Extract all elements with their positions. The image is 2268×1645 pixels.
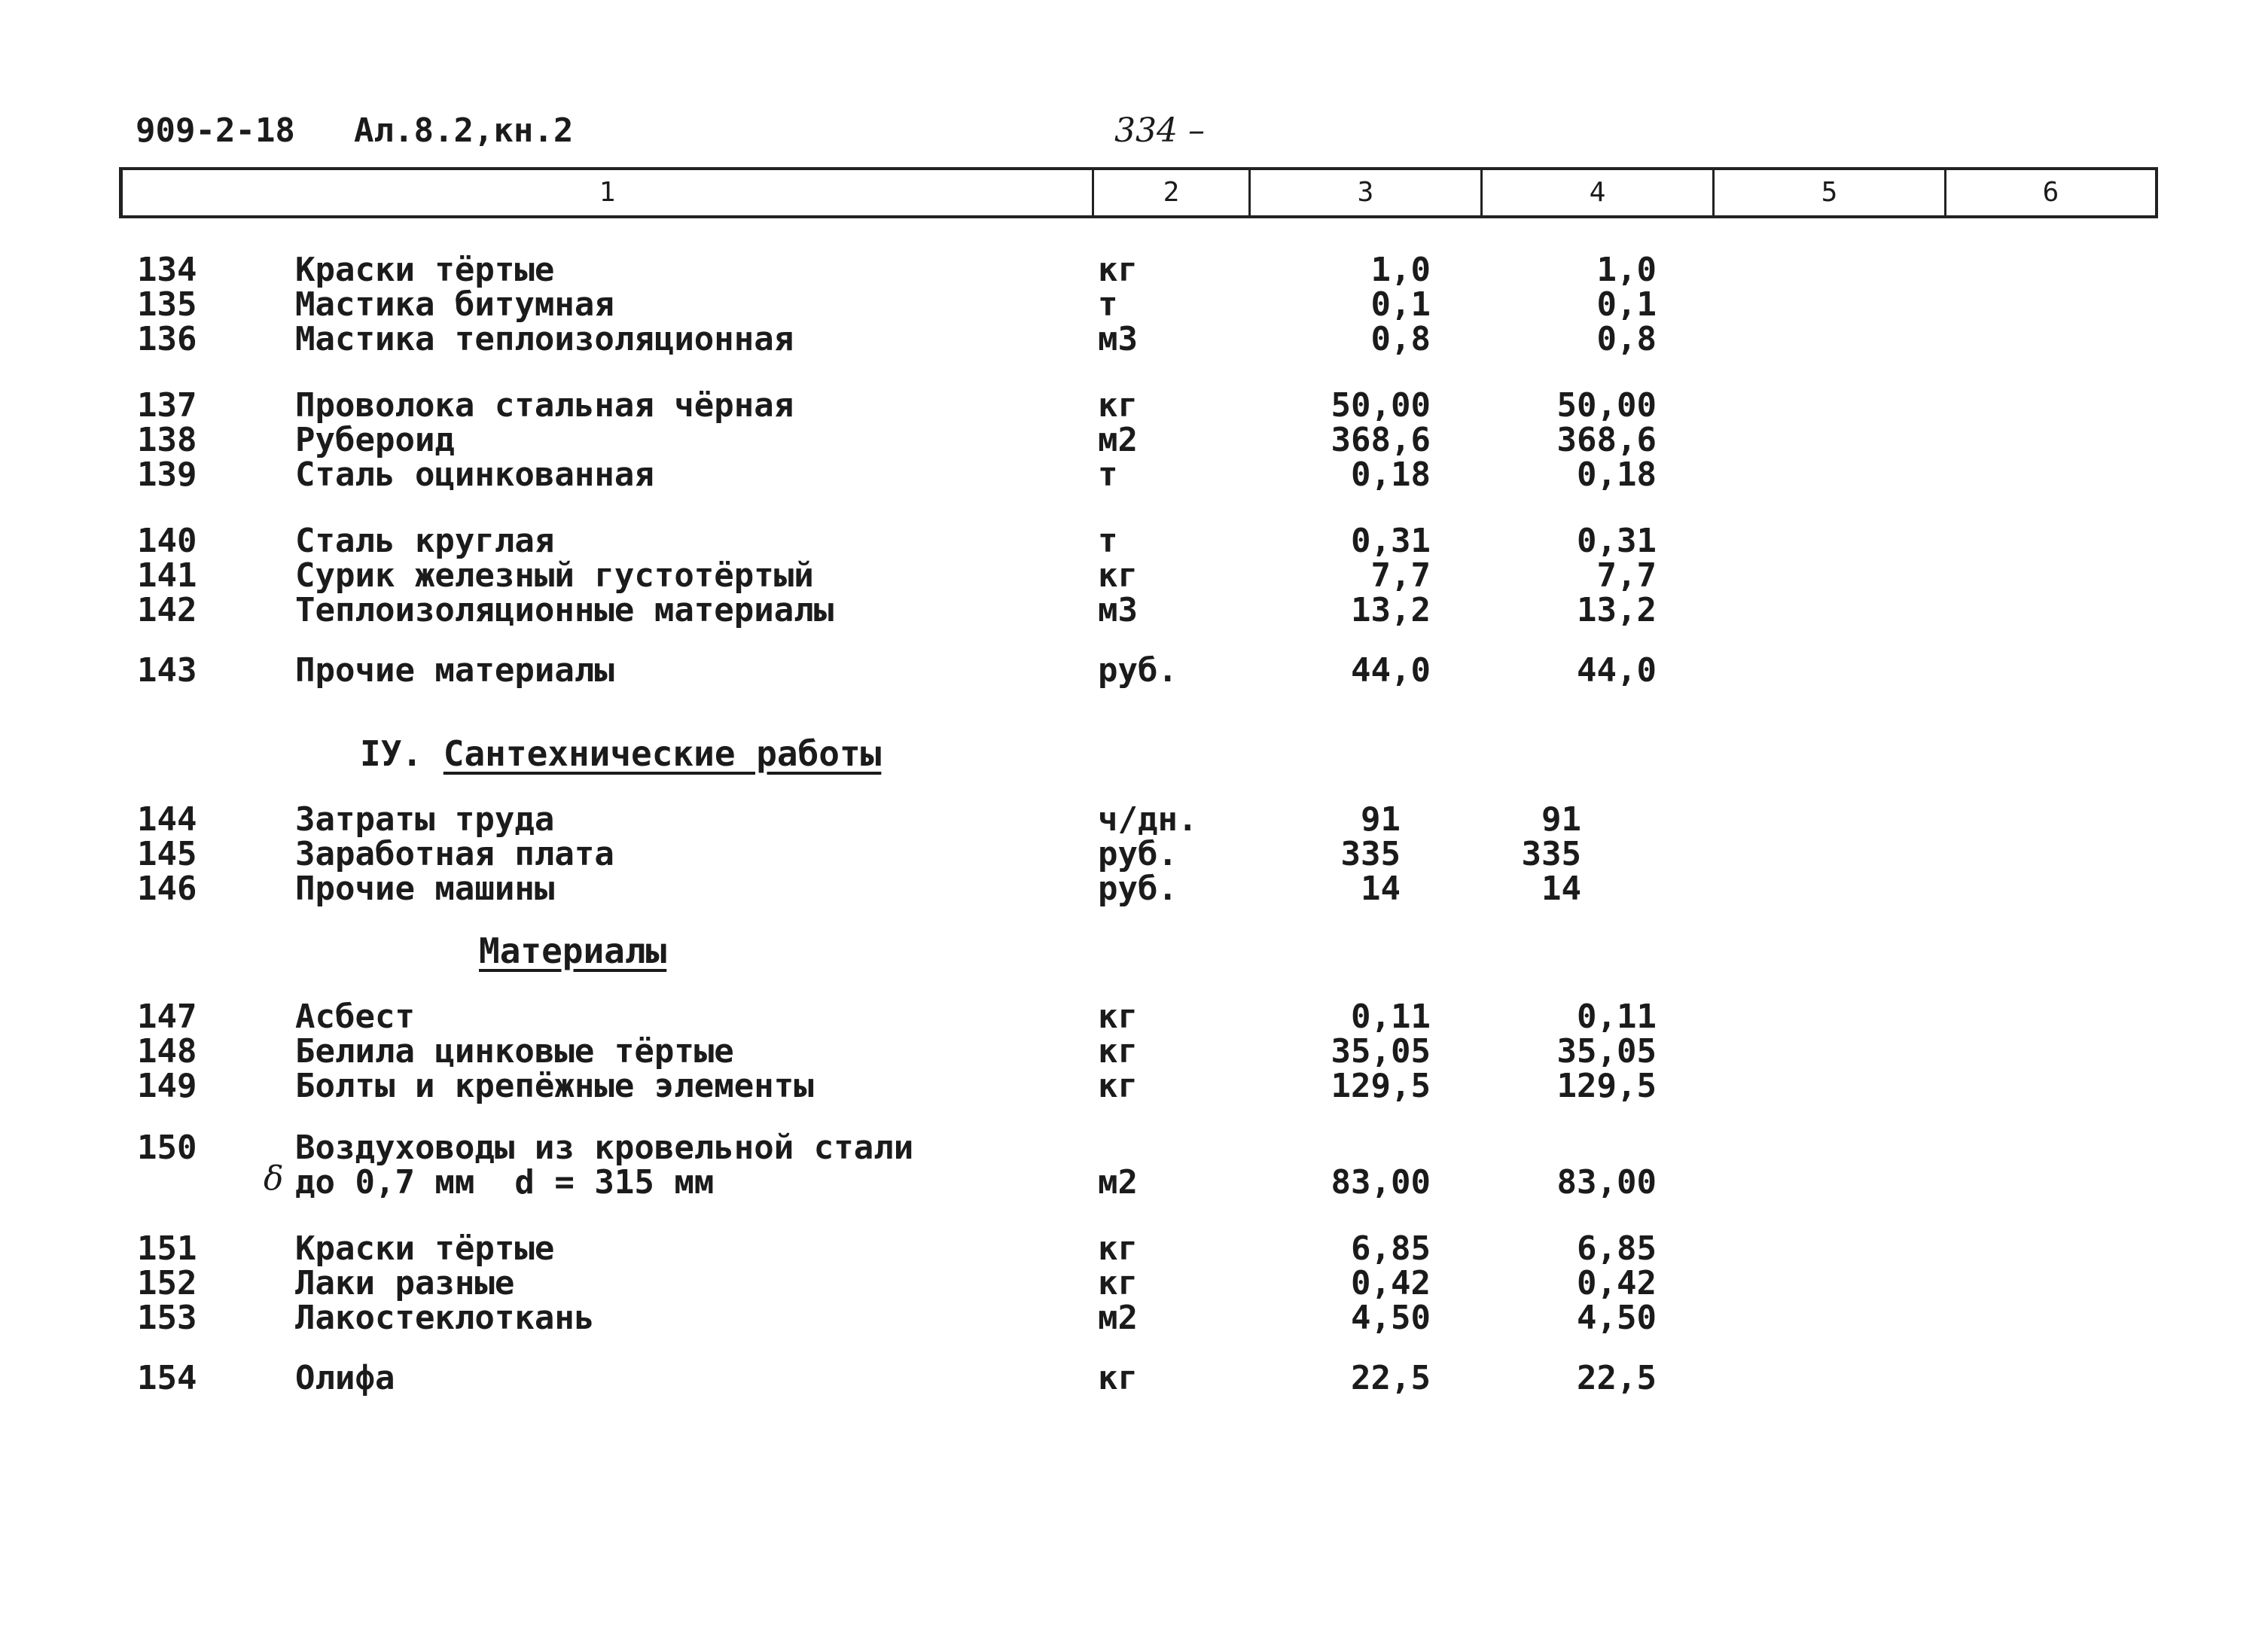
item-name: Мастика теплоизоляционная xyxy=(295,320,794,358)
value-col3: 6,85 xyxy=(1351,1229,1431,1268)
value-col3: 44,0 xyxy=(1351,651,1431,690)
column-5-header: 5 xyxy=(1712,170,1944,215)
unit: т xyxy=(1098,455,1118,494)
column-4-header: 4 xyxy=(1480,170,1712,215)
table-row xyxy=(0,800,2268,839)
row-number: 137 xyxy=(137,386,197,425)
row-number: 151 xyxy=(137,1229,197,1268)
unit: кг xyxy=(1098,1359,1138,1397)
page-number: 334 – xyxy=(1114,111,1205,150)
value-col3: 91 xyxy=(1361,800,1401,839)
value-col3: 14 xyxy=(1361,870,1401,908)
table-row xyxy=(0,1000,2268,1034)
row-number: 139 xyxy=(137,455,197,494)
value-col3: 35,05 xyxy=(1331,1032,1431,1071)
row-number: 148 xyxy=(137,1032,197,1071)
unit: руб. xyxy=(1098,835,1178,873)
item-name: Лакостеклоткань xyxy=(295,1299,595,1337)
column-2-header: 2 xyxy=(1092,170,1248,215)
document-code: 909-2-18 xyxy=(136,111,295,150)
value-col3: 4,50 xyxy=(1351,1299,1431,1337)
value-col4: 335 xyxy=(1521,835,1581,873)
item-name: Мастика битумная xyxy=(295,285,614,324)
value-col4: 83,00 xyxy=(1556,1163,1657,1202)
value-col4: 22,5 xyxy=(1577,1359,1657,1397)
section-roman-numeral: IУ. xyxy=(360,733,423,774)
table-row-continuation xyxy=(0,1165,2268,1200)
table-row xyxy=(0,285,2268,324)
table-row xyxy=(0,1266,2268,1301)
value-col3: 129,5 xyxy=(1331,1067,1431,1105)
value-col3: 0,18 xyxy=(1351,455,1431,494)
unit: кг xyxy=(1098,386,1138,425)
value-col4: 0,11 xyxy=(1577,998,1657,1036)
value-col4: 91 xyxy=(1541,800,1581,839)
table-row xyxy=(0,1301,2268,1336)
item-name: Болты и крепёжные элементы xyxy=(295,1067,814,1105)
item-name: Асбест xyxy=(295,998,415,1036)
value-col4: 6,85 xyxy=(1577,1229,1657,1268)
table-row xyxy=(0,455,2268,494)
unit: кг xyxy=(1098,1067,1138,1105)
item-name: Затраты труда xyxy=(295,800,555,839)
table-row xyxy=(0,388,2268,423)
value-col3: 22,5 xyxy=(1351,1359,1431,1397)
row-number: 145 xyxy=(137,835,197,873)
section-heading xyxy=(360,735,881,772)
value-col4: 7,7 xyxy=(1596,556,1657,595)
table-row xyxy=(0,837,2268,872)
row-number: 138 xyxy=(137,421,197,459)
item-name: Олифа xyxy=(295,1359,395,1397)
row-number: 134 xyxy=(137,251,197,289)
column-header-row xyxy=(119,167,2158,218)
value-col3: 83,00 xyxy=(1331,1163,1431,1202)
value-col3: 0,8 xyxy=(1370,320,1431,358)
row-number: 152 xyxy=(137,1264,197,1302)
table-row xyxy=(0,253,2268,288)
row-number: 153 xyxy=(137,1299,197,1337)
row-number: 154 xyxy=(137,1359,197,1397)
unit: т xyxy=(1098,522,1118,560)
table-row xyxy=(0,1069,2268,1104)
value-col3: 0,42 xyxy=(1351,1264,1431,1302)
item-name: Сталь оцинкованная xyxy=(295,455,654,494)
row-number: 141 xyxy=(137,556,197,595)
unit: руб. xyxy=(1098,870,1178,908)
delta-mark: δ xyxy=(264,1159,284,1198)
value-col4: 0,1 xyxy=(1596,285,1657,324)
table-row xyxy=(0,1361,2268,1396)
table-row xyxy=(0,1229,2268,1268)
unit: м2 xyxy=(1098,1299,1138,1337)
value-col4: 50,00 xyxy=(1556,386,1657,425)
value-col3: 1,0 xyxy=(1370,251,1431,289)
value-col3: 13,2 xyxy=(1351,591,1431,629)
table-row xyxy=(0,593,2268,628)
unit: руб. xyxy=(1098,651,1178,690)
unit: кг xyxy=(1098,251,1138,289)
item-name: Прочие материалы xyxy=(295,651,614,690)
item-name-line1: Воздуховоды из кровельной стали xyxy=(295,1129,914,1167)
table-row xyxy=(0,653,2268,688)
row-number: 146 xyxy=(137,870,197,908)
value-col4: 0,31 xyxy=(1577,522,1657,560)
column-6-header: 6 xyxy=(1944,170,2155,215)
unit: м2 xyxy=(1098,421,1138,459)
value-col3: 50,00 xyxy=(1331,386,1431,425)
unit: кг xyxy=(1098,998,1138,1036)
unit: м3 xyxy=(1098,320,1138,358)
item-name: Лаки разные xyxy=(295,1264,515,1302)
row-number: 149 xyxy=(137,1067,197,1105)
unit: кг xyxy=(1098,1264,1138,1302)
table-row xyxy=(0,524,2268,559)
item-name: Прочие машины xyxy=(295,870,555,908)
row-number: 135 xyxy=(137,285,197,324)
item-name: Сурик железный густотёртый xyxy=(295,556,814,595)
value-col3: 368,6 xyxy=(1331,421,1431,459)
row-number: 147 xyxy=(137,998,197,1036)
section-title: Сантехнические работы xyxy=(443,733,882,774)
column-3-header: 3 xyxy=(1248,170,1480,215)
row-number: 143 xyxy=(137,651,197,690)
value-col4: 129,5 xyxy=(1556,1067,1657,1105)
value-col4: 0,8 xyxy=(1596,320,1657,358)
value-col4: 44,0 xyxy=(1577,651,1657,690)
value-col3: 0,1 xyxy=(1370,285,1431,324)
item-name: Краски тёртые xyxy=(295,1229,555,1268)
row-number: 144 xyxy=(137,800,197,839)
value-col3: 7,7 xyxy=(1370,556,1431,595)
item-name: Краски тёртые xyxy=(295,251,555,289)
value-col4: 35,05 xyxy=(1556,1032,1657,1071)
value-col4: 14 xyxy=(1541,870,1581,908)
row-number: 142 xyxy=(137,591,197,629)
value-col4: 1,0 xyxy=(1596,251,1657,289)
row-number: 150 xyxy=(137,1129,197,1167)
item-name: Сталь круглая xyxy=(295,522,555,560)
table-row xyxy=(0,322,2268,357)
unit: м2 xyxy=(1098,1163,1138,1202)
unit: т xyxy=(1098,285,1118,324)
unit: кг xyxy=(1098,556,1138,595)
item-name: Белила цинковые тёртые xyxy=(295,1032,734,1071)
value-col4: 0,42 xyxy=(1577,1264,1657,1302)
item-name: Теплоизоляционные материалы xyxy=(295,591,834,629)
value-col3: 335 xyxy=(1340,835,1401,873)
item-name-line2: до 0,7 мм d = 315 мм xyxy=(295,1163,715,1202)
table-row xyxy=(0,556,2268,595)
table-row xyxy=(0,1131,2268,1165)
value-col3: 0,11 xyxy=(1351,998,1431,1036)
value-col3: 0,31 xyxy=(1351,522,1431,560)
value-col4: 4,50 xyxy=(1577,1299,1657,1337)
item-name: Проволока стальная чёрная xyxy=(295,386,794,425)
table-row xyxy=(0,423,2268,458)
unit: кг xyxy=(1098,1032,1138,1071)
table-row xyxy=(0,872,2268,906)
column-1-header: 1 xyxy=(599,177,616,208)
item-name: Рубероид xyxy=(295,421,455,459)
album-reference: Ал.8.2,кн.2 xyxy=(354,111,574,150)
value-col4: 0,18 xyxy=(1577,455,1657,494)
unit: м3 xyxy=(1098,591,1138,629)
unit: ч/дн. xyxy=(1098,800,1198,839)
row-number: 136 xyxy=(137,320,197,358)
unit: кг xyxy=(1098,1229,1138,1268)
row-number: 140 xyxy=(137,522,197,560)
materials-heading: Материалы xyxy=(479,931,667,971)
item-name: Заработная плата xyxy=(295,835,614,873)
value-col4: 13,2 xyxy=(1577,591,1657,629)
table-row xyxy=(0,1034,2268,1069)
value-col4: 368,6 xyxy=(1556,421,1657,459)
